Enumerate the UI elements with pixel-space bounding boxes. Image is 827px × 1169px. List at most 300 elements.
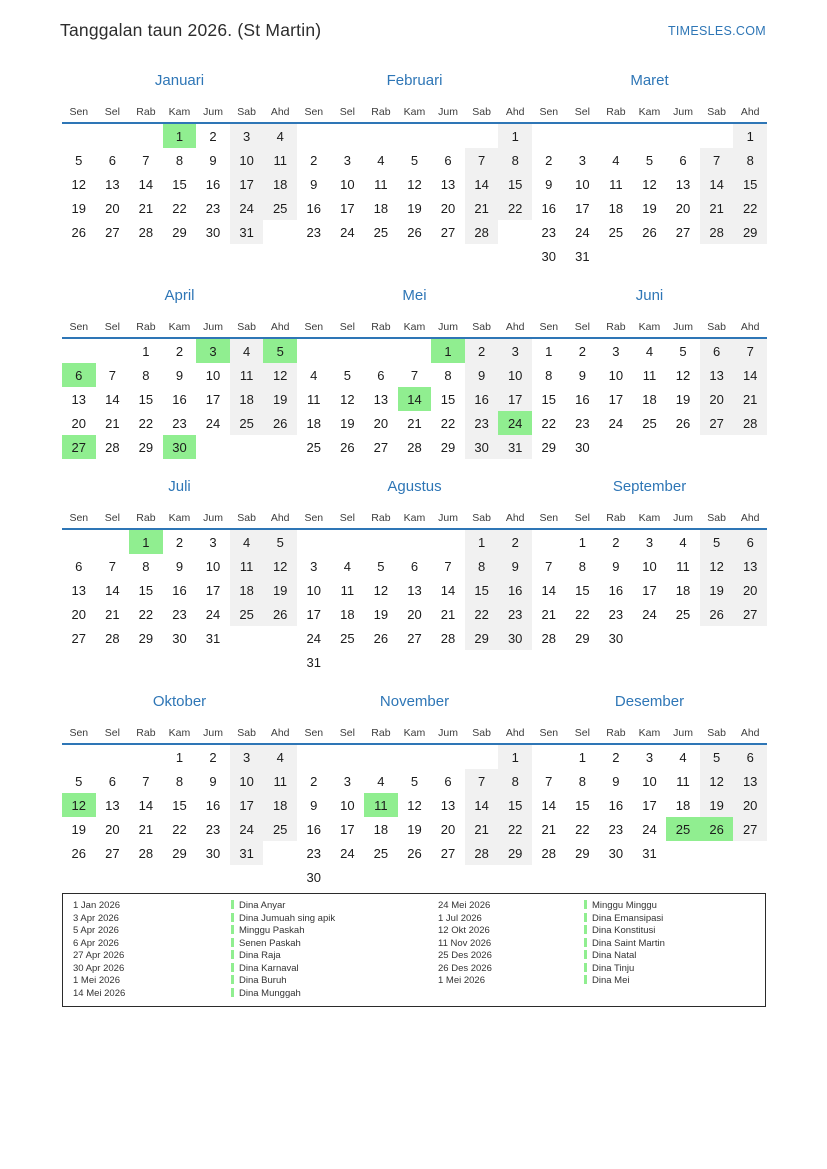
holiday-name: Dina Jumuah sing apik (231, 913, 438, 926)
date-cell: 25 (666, 817, 700, 841)
date-cell: 30 (541, 248, 557, 264)
date-cell: 20 (440, 200, 456, 216)
date-cell: 22 (575, 821, 590, 837)
date-cell: 2 (310, 152, 318, 168)
date-cell: 14 (440, 582, 456, 598)
weekday-header: Kam (398, 502, 432, 529)
month-title[interactable]: Februari (386, 72, 443, 89)
month-table (532, 502, 767, 650)
date-cell: 7 (410, 367, 419, 383)
date-cell: 10 (642, 773, 657, 789)
date-cell: 16 (172, 582, 187, 598)
date-cell: 7 (545, 558, 553, 574)
month-table (532, 96, 767, 268)
weekday-header: Sel (96, 717, 130, 744)
weekday-header: Sel (331, 311, 365, 338)
month-title[interactable]: Januari (154, 72, 205, 89)
date-cell: 29 (172, 845, 187, 861)
empty-cell (431, 123, 465, 148)
date-cell: 20 (440, 821, 456, 837)
empty-cell (263, 220, 297, 244)
empty-cell (532, 123, 566, 148)
date-cell: 1 (578, 534, 586, 550)
holiday-name: Dina Tinju (584, 963, 765, 976)
weekday-header: Sen (532, 96, 566, 123)
holiday-name: Senen Paskah (231, 938, 438, 951)
date-cell: 2 (578, 343, 586, 359)
weekday-header: Sel (96, 96, 130, 123)
month-table (62, 502, 297, 650)
date-cell: 29 (172, 224, 187, 240)
date-cell: 25 (340, 630, 355, 646)
weekday-header: Ahd (263, 717, 297, 744)
date-cell: 17 (340, 821, 355, 837)
date-cell: 3 (196, 338, 230, 363)
date-cell: 15 (575, 797, 590, 813)
weekday-header: Rab (129, 311, 163, 338)
holiday-marker (231, 975, 234, 984)
date-cell: 3 (343, 773, 351, 789)
holiday-marker (231, 900, 234, 909)
date-cell: 24 (498, 411, 532, 435)
date-cell: 19 (263, 387, 297, 411)
empty-cell (364, 123, 398, 148)
date-cell: 2 (498, 529, 532, 554)
date-cell: 16 (608, 582, 624, 598)
weekday-header: Ahd (498, 502, 532, 529)
date-cell: 1 (733, 123, 767, 148)
date-cell: 28 (541, 630, 557, 646)
weekday-header: Sab (465, 96, 499, 123)
weekday-header: Rab (364, 96, 398, 123)
weekday-header: Kam (633, 96, 667, 123)
date-cell: 30 (575, 439, 590, 455)
holiday-name (584, 988, 765, 1001)
holiday-marker (584, 975, 587, 984)
date-cell: 18 (230, 387, 264, 411)
date-cell: 21 (105, 415, 120, 431)
date-cell: 16 (608, 797, 624, 813)
empty-cell (666, 435, 700, 459)
weekday-header: Kam (398, 311, 432, 338)
date-cell: 1 (175, 749, 184, 765)
date-cell: 23 (575, 415, 590, 431)
weekday-header: Kam (398, 717, 432, 744)
date-cell: 27 (440, 845, 456, 861)
date-cell: 21 (138, 200, 154, 216)
date-cell: 12 (263, 363, 297, 387)
date-cell: 30 (465, 435, 499, 459)
date-cell: 3 (230, 744, 264, 769)
holiday-marker (584, 938, 587, 947)
month-september (532, 476, 767, 674)
month-table (62, 311, 297, 459)
month-title[interactable]: Mei (402, 287, 427, 304)
weekday-header: Kam (633, 502, 667, 529)
weekday-header: Jum (431, 717, 465, 744)
date-cell: 20 (105, 200, 120, 216)
date-cell: 13 (105, 797, 120, 813)
date-cell: 23 (541, 224, 557, 240)
empty-cell (364, 650, 398, 674)
date-cell: 22 (138, 415, 154, 431)
empty-cell (398, 865, 432, 889)
weekday-header: Sen (62, 96, 96, 123)
date-cell: 20 (733, 793, 767, 817)
holiday-name: Dina Buruh (231, 975, 438, 988)
empty-cell (398, 744, 432, 769)
month-table (297, 502, 532, 674)
date-cell: 7 (108, 558, 116, 574)
holiday-marker (231, 988, 234, 997)
date-cell: 4 (377, 152, 385, 168)
weekday-header: Jum (196, 502, 230, 529)
weekday-header: Jum (431, 311, 465, 338)
date-cell: 6 (108, 152, 116, 168)
date-cell: 12 (642, 176, 657, 192)
date-cell: 1 (129, 529, 163, 554)
weekday-header: Rab (599, 96, 633, 123)
month-november (297, 691, 532, 889)
date-cell: 24 (642, 606, 657, 622)
empty-cell (62, 529, 96, 554)
date-cell: 9 (545, 176, 553, 192)
date-cell: 20 (733, 578, 767, 602)
date-cell: 9 (310, 176, 318, 192)
date-cell: 4 (343, 558, 351, 574)
empty-cell (465, 744, 499, 769)
date-cell: 23 (205, 821, 221, 837)
date-cell: 19 (71, 821, 87, 837)
date-cell: 4 (263, 744, 297, 769)
date-cell: 14 (465, 793, 499, 817)
date-cell: 18 (263, 793, 297, 817)
date-cell: 24 (230, 196, 264, 220)
weekday-header: Sel (331, 717, 365, 744)
date-cell: 14 (733, 363, 767, 387)
date-cell: 10 (340, 797, 355, 813)
weekday-header: Sab (230, 502, 264, 529)
date-cell: 25 (373, 845, 389, 861)
empty-cell (62, 744, 96, 769)
date-cell: 9 (612, 558, 620, 574)
date-cell: 29 (575, 845, 590, 861)
holiday-name: Dina Raja (231, 950, 438, 963)
date-cell: 8 (142, 558, 150, 574)
date-cell: 6 (733, 529, 767, 554)
date-cell: 8 (578, 558, 586, 574)
holiday-name: Dina Natal (584, 950, 765, 963)
date-cell: 1 (545, 343, 553, 359)
date-cell: 27 (373, 439, 389, 455)
date-cell: 25 (263, 817, 297, 841)
empty-cell (129, 744, 163, 769)
holiday-date (438, 988, 584, 1001)
date-cell: 17 (642, 797, 657, 813)
date-cell: 17 (340, 200, 355, 216)
date-cell: 31 (498, 435, 532, 459)
weekday-header: Rab (599, 311, 633, 338)
date-cell: 16 (306, 821, 322, 837)
date-cell: 4 (679, 749, 687, 765)
holiday-marker (231, 925, 234, 934)
date-cell: 28 (465, 841, 499, 865)
date-cell: 4 (310, 367, 318, 383)
date-cell: 18 (306, 415, 322, 431)
date-cell: 21 (138, 821, 154, 837)
date-cell: 15 (575, 582, 590, 598)
date-cell: 7 (733, 338, 767, 363)
empty-cell (498, 865, 532, 889)
empty-cell (129, 123, 163, 148)
date-cell: 2 (612, 534, 620, 550)
date-cell: 16 (541, 200, 557, 216)
date-cell: 5 (645, 152, 654, 168)
month-oktober (62, 691, 297, 889)
date-cell: 25 (608, 224, 624, 240)
month-title[interactable]: Juli (168, 478, 191, 495)
weekday-header: Ahd (733, 502, 767, 529)
holiday-marker (584, 963, 587, 972)
empty-cell (263, 435, 297, 459)
date-cell: 15 (138, 391, 154, 407)
empty-cell (700, 244, 734, 268)
date-cell: 21 (407, 415, 422, 431)
date-cell: 24 (575, 224, 590, 240)
date-cell: 30 (306, 869, 322, 885)
date-cell: 30 (163, 435, 197, 459)
weekday-header: Kam (163, 311, 197, 338)
date-cell: 20 (105, 821, 120, 837)
empty-cell (398, 123, 432, 148)
date-cell: 12 (71, 176, 87, 192)
holiday-marker (584, 900, 587, 909)
empty-cell (633, 435, 667, 459)
date-cell: 8 (545, 367, 553, 383)
empty-cell (566, 123, 600, 148)
weekday-header: Jum (431, 96, 465, 123)
date-cell: 30 (205, 224, 221, 240)
holiday-date: 5 Apr 2026 (73, 925, 119, 936)
weekday-header: Sab (465, 311, 499, 338)
date-cell: 19 (700, 578, 734, 602)
weekday-header: Sab (700, 717, 734, 744)
month-title[interactable]: Agustus (387, 478, 442, 495)
date-cell: 8 (498, 769, 532, 793)
date-cell: 26 (263, 602, 297, 626)
date-cell: 29 (498, 841, 532, 865)
date-cell: 25 (230, 411, 264, 435)
empty-cell (364, 744, 398, 769)
weekday-header: Kam (163, 717, 197, 744)
date-cell: 2 (612, 749, 620, 765)
date-cell: 8 (175, 773, 184, 789)
date-cell: 13 (373, 391, 389, 407)
date-cell: 17 (608, 391, 624, 407)
month-title[interactable]: Desember (614, 693, 685, 710)
site-link[interactable]: TIMESLES.COM (667, 24, 766, 38)
date-cell: 26 (373, 630, 389, 646)
date-cell: 28 (105, 630, 120, 646)
date-cell: 19 (373, 606, 389, 622)
date-cell: 13 (733, 554, 767, 578)
empty-cell (96, 744, 130, 769)
date-cell: 27 (700, 411, 734, 435)
empty-cell (599, 435, 633, 459)
date-cell: 19 (71, 200, 87, 216)
month-title[interactable]: April (164, 287, 195, 304)
month-januari (62, 70, 297, 268)
date-cell: 10 (205, 367, 221, 383)
date-cell: 18 (608, 200, 624, 216)
month-februari (297, 70, 532, 268)
date-cell: 17 (230, 172, 264, 196)
date-cell: 22 (440, 415, 456, 431)
date-cell: 15 (440, 391, 456, 407)
date-cell: 12 (62, 793, 96, 817)
date-cell: 8 (733, 148, 767, 172)
date-cell: 6 (410, 558, 419, 574)
date-cell: 4 (645, 343, 654, 359)
date-cell: 27 (440, 224, 456, 240)
weekday-header: Sel (566, 717, 600, 744)
date-cell: 5 (75, 773, 83, 789)
date-cell: 16 (575, 391, 590, 407)
date-cell: 11 (230, 554, 264, 578)
holiday-name: Minggu Paskah (231, 925, 438, 938)
date-cell: 14 (465, 172, 499, 196)
weekday-header: Jum (666, 717, 700, 744)
date-cell: 5 (410, 773, 419, 789)
date-cell: 21 (105, 606, 120, 622)
date-cell: 17 (575, 200, 590, 216)
weekday-header: Rab (129, 717, 163, 744)
empty-cell (599, 244, 633, 268)
date-cell: 4 (263, 123, 297, 148)
date-cell: 3 (209, 534, 217, 550)
empty-cell (733, 626, 767, 650)
date-cell: 14 (541, 582, 557, 598)
weekday-header: Rab (599, 717, 633, 744)
date-cell: 29 (440, 439, 456, 455)
date-cell: 7 (142, 773, 150, 789)
date-cell: 2 (175, 343, 184, 359)
date-cell: 28 (465, 220, 499, 244)
date-cell: 22 (465, 602, 499, 626)
date-cell: 31 (642, 845, 657, 861)
empty-cell (230, 626, 264, 650)
date-cell: 11 (676, 558, 690, 574)
holiday-date: 24 Mei 2026 (438, 900, 491, 911)
date-cell: 21 (541, 606, 557, 622)
weekday-header: Jum (196, 717, 230, 744)
holiday-name: Dina Mei (584, 975, 765, 988)
date-cell: 29 (465, 626, 499, 650)
date-cell: 22 (541, 415, 557, 431)
date-cell: 17 (205, 391, 221, 407)
empty-cell (364, 865, 398, 889)
date-cell: 12 (675, 367, 691, 383)
weekday-header: Sen (532, 311, 566, 338)
empty-cell (331, 529, 365, 554)
weekday-header: Sel (96, 311, 130, 338)
weekday-header: Sen (62, 717, 96, 744)
date-cell: 1 (498, 123, 532, 148)
date-cell: 20 (407, 606, 422, 622)
empty-cell (331, 338, 365, 363)
date-cell: 3 (645, 534, 654, 550)
date-cell: 21 (700, 196, 734, 220)
weekday-header: Sel (331, 96, 365, 123)
date-cell: 28 (440, 630, 456, 646)
date-cell: 3 (578, 152, 586, 168)
month-title[interactable]: November (379, 693, 450, 710)
date-cell: 27 (105, 845, 120, 861)
weekday-header: Jum (431, 502, 465, 529)
date-cell: 19 (642, 200, 657, 216)
date-cell: 22 (733, 196, 767, 220)
weekday-header: Jum (666, 96, 700, 123)
empty-cell (465, 865, 499, 889)
date-cell: 19 (407, 200, 422, 216)
date-cell: 24 (230, 817, 264, 841)
date-cell: 15 (541, 391, 557, 407)
date-cell: 10 (575, 176, 590, 192)
weekday-header: Ahd (733, 96, 767, 123)
date-cell: 14 (105, 582, 120, 598)
date-cell: 13 (440, 797, 456, 813)
empty-cell (700, 626, 734, 650)
date-cell: 27 (71, 630, 87, 646)
date-cell: 7 (108, 367, 116, 383)
date-cell: 8 (142, 367, 150, 383)
holiday-date: 3 Apr 2026 (73, 912, 119, 924)
weekday-header: Rab (129, 502, 163, 529)
date-cell: 9 (612, 773, 620, 789)
empty-cell (331, 865, 365, 889)
date-cell: 16 (205, 797, 221, 813)
holiday-name: Dina Anyar (231, 900, 438, 913)
date-cell: 18 (230, 578, 264, 602)
month-title[interactable]: Juni (635, 287, 664, 304)
date-cell: 27 (733, 817, 767, 841)
date-cell: 29 (138, 439, 154, 455)
month-maret (532, 70, 767, 268)
date-cell: 10 (306, 582, 322, 598)
weekday-header: Sen (297, 311, 331, 338)
empty-cell (532, 529, 566, 554)
month-title[interactable]: Maret (630, 72, 669, 89)
empty-cell (297, 744, 331, 769)
date-cell: 3 (645, 749, 654, 765)
empty-cell (733, 244, 767, 268)
date-cell: 26 (71, 845, 87, 861)
empty-cell (364, 529, 398, 554)
month-title[interactable]: Oktober (152, 693, 207, 710)
date-cell: 3 (612, 343, 620, 359)
date-cell: 25 (306, 439, 322, 455)
date-cell: 17 (205, 582, 221, 598)
date-cell: 29 (733, 220, 767, 244)
date-cell: 14 (700, 172, 734, 196)
date-cell: 26 (71, 224, 87, 240)
month-title[interactable]: September (612, 478, 687, 495)
date-cell: 5 (263, 338, 297, 363)
date-cell: 5 (679, 343, 687, 359)
holiday-marker (231, 913, 234, 922)
weekday-header: Sen (532, 717, 566, 744)
weekday-header: Jum (666, 311, 700, 338)
